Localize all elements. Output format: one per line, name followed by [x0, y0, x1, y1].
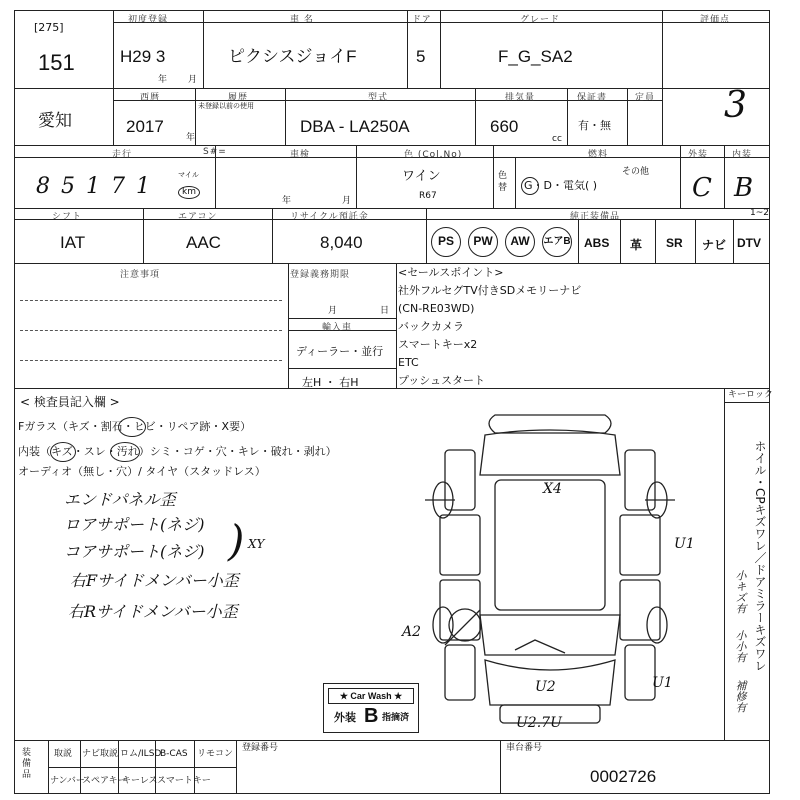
divider — [695, 219, 696, 263]
car-wash-stamp — [323, 683, 419, 733]
accessory-item: スマートキー — [157, 776, 211, 786]
shift-label: シフト — [52, 212, 83, 222]
damage-mark: A2 — [402, 624, 422, 640]
sales-point: プッシュスタート — [398, 374, 486, 387]
mile-unit: マイル — [178, 171, 199, 179]
model: DBA - LA250A — [300, 117, 410, 136]
inspection: 有・無 — [578, 119, 611, 132]
history-sub: 未登録以前の使用 — [198, 102, 254, 110]
equip-airbag: エアB — [542, 227, 572, 257]
notes-bottom-line — [14, 388, 770, 389]
sales-point: バックカメラ — [398, 320, 464, 333]
note-label: 注意事項 — [120, 270, 161, 280]
km-unit: km — [178, 186, 200, 199]
equip-sr: SR — [666, 236, 683, 250]
divider — [567, 88, 568, 145]
color: ワイン — [402, 169, 441, 184]
equip-dtv: DTV — [737, 236, 761, 250]
shaken-year-unit: 年 — [282, 196, 292, 206]
inspector-note: エンドパネル歪 — [64, 490, 176, 509]
keylock-label: キーロック — [728, 390, 773, 400]
chassis-label: 車台番号 — [506, 743, 543, 753]
damage-mark: U2 — [535, 679, 556, 695]
inspector-bracket-mark: XY — [248, 537, 265, 551]
damage-mark: U2.7U — [516, 715, 562, 731]
divider — [288, 368, 396, 369]
damage-mark: U1 — [674, 536, 695, 552]
sales-label: <セールスポイント> — [398, 266, 504, 279]
car-wash-grade: B — [364, 705, 379, 727]
year-unit: 年 — [158, 75, 168, 85]
interior: B — [734, 173, 754, 203]
month-unit: 月 — [188, 75, 198, 85]
sales-point: 社外フルセグTV付きSDメモリーナビ — [398, 284, 582, 297]
inspector-title: < 検査員記入欄 > — [20, 395, 120, 409]
fuel: G・D・電気( ) — [524, 179, 598, 192]
import-label: 輸入車 — [322, 323, 353, 333]
accessory-item: ナビ取説 — [82, 749, 119, 759]
region: 愛知 — [38, 111, 72, 130]
shaken-label: S#= — [203, 147, 227, 157]
reg-number-label: 登録番号 — [242, 743, 279, 753]
shift: IAT — [60, 233, 86, 252]
keylock-side-text: ホイル・CPキズワレ／ドアミラーキズワレ — [753, 440, 767, 672]
exterior-label: 外装 — [688, 150, 709, 160]
equip-aw: AW — [505, 227, 535, 257]
steering: 左H ・ 右H — [302, 376, 359, 389]
interior-selected-mark — [110, 442, 140, 462]
dealer: ディーラー・並行 — [296, 345, 384, 358]
sales-point: (CN-RE03WD) — [398, 302, 475, 315]
note-line — [20, 300, 282, 301]
score: 3 — [724, 85, 747, 126]
inspector-note: 右Rサイドメンバー小歪 — [68, 602, 238, 621]
divider — [493, 145, 494, 208]
divider — [724, 402, 770, 403]
displacement: 660 — [490, 117, 519, 136]
interior-selected-mark — [50, 442, 76, 462]
displacement-label: 排気量 — [505, 93, 536, 103]
equip-leather: 革 — [630, 238, 643, 252]
history-label: 履歴 — [228, 93, 249, 103]
doors-label: ドア — [412, 15, 432, 25]
lot-number: 151 — [38, 50, 75, 75]
accessory-item: リモコン — [197, 749, 234, 759]
exterior: C — [692, 173, 712, 203]
fuel-label: 燃料 — [588, 150, 609, 160]
lot-small: [275] — [34, 21, 64, 34]
divider — [288, 318, 396, 319]
row2-bottom-line — [14, 145, 770, 146]
divider — [733, 219, 734, 263]
divider — [236, 740, 237, 794]
divider — [662, 10, 663, 145]
inspector-line: オーディオ（無し・穴）/ タイヤ（スタッドレス） — [18, 465, 266, 478]
glass-selected-mark — [118, 417, 146, 437]
reg-month-unit: 月 — [328, 306, 338, 316]
divider — [396, 263, 397, 388]
chassis-number: 0002726 — [590, 767, 657, 786]
divider — [500, 740, 501, 794]
car-name: ピクシスジョイF — [228, 47, 357, 66]
car-wash-text-left: 外装 — [334, 711, 356, 724]
inspector-line: 内装（キズ・スレ・汚れ）シミ・コゲ・穴・キレ・破れ・剥れ） — [18, 445, 337, 458]
divider — [272, 208, 273, 263]
grade-label: グレード — [520, 15, 561, 25]
divider — [113, 10, 114, 145]
accessory-item: ロム/ILSD — [120, 749, 162, 759]
color-code: R67 — [419, 191, 437, 201]
keylock-side-note: 小小有 — [734, 630, 747, 663]
footer-top-line — [14, 740, 770, 741]
equip-num: 1~2 — [750, 208, 769, 218]
divider — [620, 219, 621, 263]
accessory-item: 取説 — [54, 749, 73, 759]
divider — [515, 157, 516, 208]
shaken-month-unit: 月 — [342, 196, 352, 206]
divider — [356, 145, 357, 208]
header-line — [113, 22, 770, 23]
ac: AAC — [186, 233, 221, 252]
note-line — [20, 330, 282, 331]
cc-unit: cc — [552, 134, 562, 144]
year: 2017 — [126, 117, 164, 136]
first-reg-label: 初度登録 — [128, 15, 169, 25]
inspector-note: コアサポート(ネジ) — [64, 542, 205, 561]
first-reg: H29 3 — [120, 47, 166, 66]
inspection-label: 保証書 — [577, 93, 608, 103]
mileage-label: 走行 — [112, 150, 133, 160]
divider — [426, 208, 427, 263]
divider — [627, 88, 628, 145]
mileage: 8 5 1 7 1 — [36, 174, 152, 199]
year-label: 西暦 — [140, 93, 161, 103]
year-unit: 年 — [186, 133, 196, 143]
fuel-selected-mark — [521, 177, 539, 195]
inspector-line: Fガラス（キズ・割石・ヒビ・リペア跡・X要） — [18, 420, 252, 433]
recycle-label: リサイクル預託金 — [290, 212, 369, 222]
row3-bottom-line — [14, 208, 770, 209]
doors: 5 — [416, 47, 426, 66]
note-line — [20, 360, 282, 361]
inspector-note: 右Fサイドメンバー小歪 — [70, 571, 239, 590]
accessories-label: 装備品 — [22, 748, 32, 780]
ac-label: エアコン — [178, 212, 218, 222]
equip-pw: PW — [468, 227, 498, 257]
footer-mid-line — [48, 767, 236, 768]
car-wash-title: ★ Car Wash ★ — [328, 688, 414, 704]
row1-bottom-line — [14, 88, 770, 89]
damage-mark: U1 — [652, 675, 673, 691]
divider — [680, 145, 681, 208]
model-label: 型式 — [368, 93, 389, 103]
accessory-item: ナンバー — [50, 776, 85, 786]
sales-point: ETC — [398, 356, 419, 369]
registration-label: 登録義務期限 — [290, 270, 351, 280]
divider — [724, 388, 725, 740]
row4-bottom-line — [14, 263, 770, 264]
capacity-label: 定員 — [635, 93, 656, 103]
inspector-bracket: ) — [228, 516, 245, 565]
interior-label: 内装 — [732, 150, 753, 160]
equip-ps: PS — [431, 227, 461, 257]
keylock-side-note: 補修有 — [734, 680, 747, 713]
divider — [475, 88, 476, 145]
keylock-side-note: 小キズ有 — [734, 570, 747, 614]
fuel-other: その他 — [622, 167, 650, 177]
sales-point: スマートキーx2 — [398, 338, 478, 351]
recycle: 8,040 — [320, 233, 363, 252]
shaken-expiry-label: 車検 — [290, 150, 311, 160]
equip-navi: ナビ — [702, 238, 727, 252]
reg-day-unit: 日 — [380, 306, 390, 316]
divider — [48, 740, 49, 794]
divider — [143, 208, 144, 263]
divider — [724, 145, 725, 208]
accessory-item: B-CAS — [160, 749, 188, 759]
equip-abs: ABS — [584, 236, 610, 250]
divider — [288, 263, 289, 388]
score-label: 評価点 — [700, 15, 731, 25]
inspector-note: ロアサポート(ネジ) — [64, 515, 205, 534]
accessory-item: スペアキー — [82, 776, 127, 786]
color-change-label: 色替 — [498, 171, 508, 193]
car-name-label: 車 名 — [290, 15, 314, 25]
divider — [285, 88, 286, 145]
divider — [655, 219, 656, 263]
car-wash-text-right: 指摘済 — [382, 713, 410, 723]
divider — [578, 219, 579, 263]
divider — [195, 88, 196, 145]
damage-mark: X4 — [543, 481, 562, 497]
grade: F_G_SA2 — [498, 47, 573, 66]
header-line — [14, 219, 770, 220]
equip-label: 純正装備品 — [570, 212, 621, 222]
accessory-item: キーレス — [122, 776, 158, 786]
color-label: 色 (Col.No) — [404, 150, 463, 160]
